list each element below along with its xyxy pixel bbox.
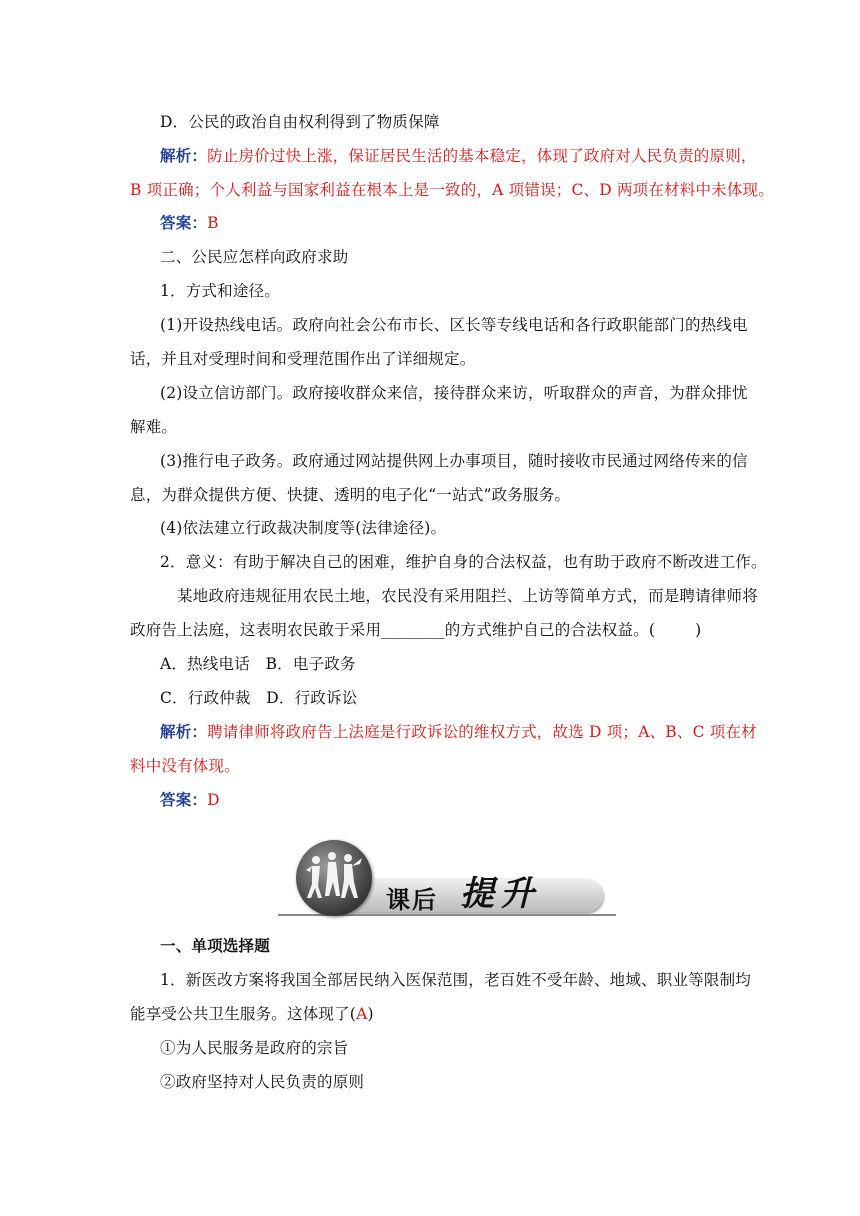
q1-line-2 bbox=[130, 1004, 730, 1024]
q1-answer: A bbox=[356, 1005, 368, 1023]
q1-line-1: 1．新医改方案将我国全部居民纳入医保范围，老百姓不受年龄、地域、职业等限制均 bbox=[160, 971, 751, 989]
method-2-line-2: 解难。 bbox=[130, 418, 178, 436]
q1-option-2: ②政府坚持对人民负责的原则 bbox=[160, 1073, 365, 1091]
options-ab: A．热线电话 B．电子政务 bbox=[160, 655, 356, 673]
question-line-2 bbox=[130, 620, 730, 640]
answer2-label: 答案： bbox=[160, 790, 208, 809]
answer2-line bbox=[160, 790, 760, 810]
question-line-1: 某地政府违规征用农民土地，农民没有采用阻拦、上访等简单方式，而是聘请律师将 bbox=[177, 587, 758, 605]
method-4-line: (4)依法建立行政裁决制度等(法律途径)。 bbox=[160, 519, 447, 537]
options-cd: C．行政仲裁 D．行政诉讼 bbox=[160, 689, 358, 707]
q1-option-1: ①为人民服务是政府的宗旨 bbox=[160, 1039, 349, 1057]
method-1-line-1: (1)开设热线电话。政府向社会公布市长、区长等专线电话和各行政职能部门的热线电 bbox=[160, 316, 748, 334]
analysis2-text: 聘请律师将政府告上法庭是行政诉讼的维权方式，故选 D 项；A、B、C 项在材 bbox=[207, 723, 757, 741]
banner-title-part2: 提升 bbox=[460, 874, 540, 914]
analysis-text: 防止房价过快上涨，保证居民生活的基本稳定，体现了政府对人民负责的原则， bbox=[207, 147, 757, 165]
significance-line: 2．意义：有助于解决自己的困难，维护自身的合法权益，也有助于政府不断改进工作。 bbox=[160, 553, 767, 571]
analysis-label: 解析： bbox=[160, 146, 208, 165]
answer-line bbox=[160, 213, 760, 233]
answer-label: 答案： bbox=[160, 213, 208, 232]
q1-text: 能享受公共卫生服务。这体现了( bbox=[130, 1005, 357, 1023]
analysis2-line-2: 料中没有体现。 bbox=[130, 757, 240, 775]
people-silhouette-icon bbox=[296, 840, 372, 916]
section-banner bbox=[278, 838, 618, 920]
section-heading-2: 二、公民应怎样向政府求助 bbox=[160, 248, 349, 266]
analysis2-label: 解析： bbox=[160, 722, 208, 741]
analysis2-line-1 bbox=[160, 722, 760, 742]
question-text: 政府告上法庭，这表明农民敢于采用________的方式维护自己的合法权益。( bbox=[130, 621, 656, 639]
method-heading: 1．方式和途径。 bbox=[160, 282, 280, 300]
analysis-line-1 bbox=[160, 146, 760, 166]
method-3-line-2: 息，为群众提供方便、快捷、透明的电子化“一站式”政务服务。 bbox=[130, 486, 571, 504]
method-2-line-1: (2)设立信访部门。政府接收群众来信，接待群众来访，听取群众的声音，为群众排忧 bbox=[160, 384, 748, 402]
q1-close-paren: ) bbox=[367, 1005, 374, 1023]
option-d-line: D．公民的政治自由权利得到了物质保障 bbox=[160, 113, 440, 131]
answer2-value: D bbox=[207, 791, 220, 809]
question-close-paren: ) bbox=[695, 621, 702, 639]
banner-title-part1: 课后 bbox=[386, 885, 438, 914]
answer-value: B bbox=[207, 214, 219, 232]
method-3-line-1: (3)推行电子政务。政府通过网站提供网上办事项目，随时接收市民通过网络传来的信 bbox=[160, 452, 748, 470]
section-heading-single-choice: 一、单项选择题 bbox=[160, 936, 270, 955]
analysis-line-2: B 项正确；个人利益与国家利益在根本上是一致的，A 项错误；C、D 两项在材料中未体现。 bbox=[130, 181, 774, 199]
method-1-line-2: 话，并且对受理时间和受理范围作出了详细规定。 bbox=[130, 350, 476, 368]
